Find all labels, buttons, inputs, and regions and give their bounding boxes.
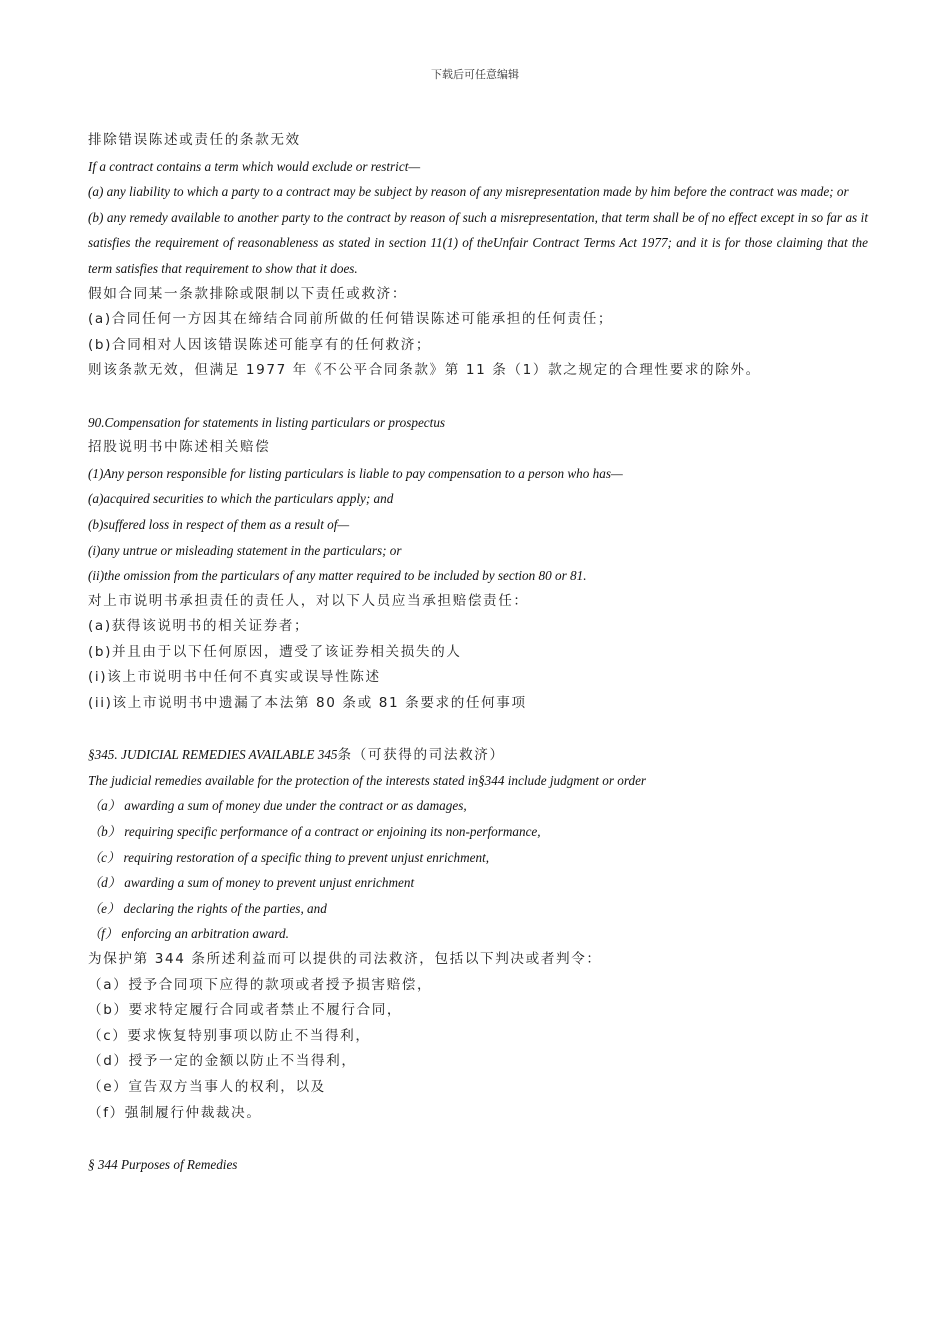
- section: [88, 742, 868, 1126]
- text-line-en: （c） requiring restoration of a specific thing to prevent unjust enrichment,: [88, 849, 490, 865]
- text-line-en: (b)suffered loss in respect of them as a result of—: [88, 516, 350, 532]
- section: [88, 128, 868, 384]
- document-body: [88, 128, 868, 1177]
- text-line-zh: （a）授予合同项下应得的款项或者授予损害赔偿，: [88, 976, 433, 993]
- text-line-zh: 则该条款无效，但满足 1977 年《不公平合同条款》第 11 条（1）款之规定的合理性要求的除外。: [88, 362, 761, 379]
- text-line-zh: （e）宣告双方当事人的权利，以及: [88, 1078, 326, 1095]
- text-line-zh: (a)合同任何一方因其在缔结合同前所做的任何错误陈述可能承担的任何责任；: [88, 311, 614, 328]
- text-line-en: The judicial remedies available for the protection of the interests stated in§344 include judgment or order: [88, 772, 647, 788]
- text-line-zh: 对上市说明书承担责任的责任人，对以下人员应当承担赔偿责任：: [88, 592, 529, 609]
- text-line-zh: （c）要求恢复特别事项以防止不当得利，: [88, 1027, 371, 1044]
- text-line-zh: 排除错误陈述或责任的条款无效: [88, 132, 301, 148]
- text-line-zh: (b)合同相对人因该错误陈述可能享有的任何救济；: [88, 336, 432, 353]
- text-line-en: (a)acquired securities to which the particulars apply; and: [88, 491, 394, 507]
- page-header: 下载后可任意编辑: [431, 68, 519, 81]
- section: [88, 1152, 868, 1178]
- heading-en: §345. JUDICIAL REMEDIES AVAILABLE 345: [88, 747, 338, 763]
- text-line-en: (i)any untrue or misleading statement in the particulars; or: [88, 542, 402, 558]
- text-line-zh: 为保护第 344 条所述利益而可以提供的司法救济，包括以下判决或者判令：: [88, 951, 602, 967]
- section: [88, 410, 868, 717]
- text-line-zh: (a)获得该说明书的相关证券者；: [88, 618, 310, 635]
- section-heading: [88, 742, 868, 768]
- text-line-en: （d） awarding a sum of money to prevent unjust enrichment: [88, 875, 415, 891]
- text-line-zh: (ii)该上市说明书中遗漏了本法第 80 条或 81 条要求的任何事项: [88, 695, 527, 712]
- section-gap: [88, 717, 868, 743]
- text-line-zh: （f）强制履行仲裁裁决。: [88, 1104, 262, 1121]
- text-line-en: （b） requiring specific performance of a contract or enjoining its non-performance,: [88, 824, 541, 840]
- section-gap: [88, 384, 868, 410]
- heading-zh: 条（可获得的司法救济）: [337, 747, 505, 764]
- text-line-en: If a contract contains a term which would exclude or restrict—: [88, 158, 421, 174]
- text-line-en: （a） awarding a sum of money due under the contract or as damages,: [88, 798, 467, 814]
- text-line-zh: (i)该上市说明书中任何不真实或误导性陈述: [88, 669, 381, 686]
- text-paragraph-en: (a) any liability to which a party to a contract may be subject by reason of any misrepresentation made by him before the contract was made; or: [88, 184, 849, 200]
- text-line-en: § 344 Purposes of Remedies: [88, 1156, 238, 1172]
- text-line-en: （e） declaring the rights of the parties, and: [88, 900, 327, 916]
- text-line-zh: （b）要求特定履行合同或者禁止不履行合同，: [88, 1002, 403, 1019]
- text-line-en: （f） enforcing an arbitration award.: [88, 926, 289, 942]
- text-line-zh: （d）授予一定的金额以防止不当得利，: [88, 1053, 357, 1070]
- text-paragraph-en: (b) any remedy available to another party to the contract by reason of such a misrepresentation, that term shall be of no effect except in so far as it satisfies the requirement of reasonableness as stated in section 11(1) of theUnfair Contract Terms Act 1977; and it is for those claiming that the term satisfies that requirement to show that it does.: [88, 209, 868, 276]
- text-line-en: (ii)the omission from the particulars of any matter required to be included by section 80 or 81.: [88, 568, 587, 584]
- text-line-zh: (b)并且由于以下任何原因，遭受了该证券相关损失的人: [88, 643, 462, 660]
- text-line-en: 90.Compensation for statements in listing particulars or prospectus: [88, 414, 446, 430]
- section-gap: [88, 1126, 868, 1152]
- text-line-zh: 招股说明书中陈述相关赔偿: [88, 439, 271, 456]
- text-line-zh: 假如合同某一条款排除或限制以下责任或救济：: [88, 285, 408, 302]
- text-line-en: (1)Any person responsible for listing particulars is liable to pay compensation to a person who has—: [88, 465, 623, 481]
